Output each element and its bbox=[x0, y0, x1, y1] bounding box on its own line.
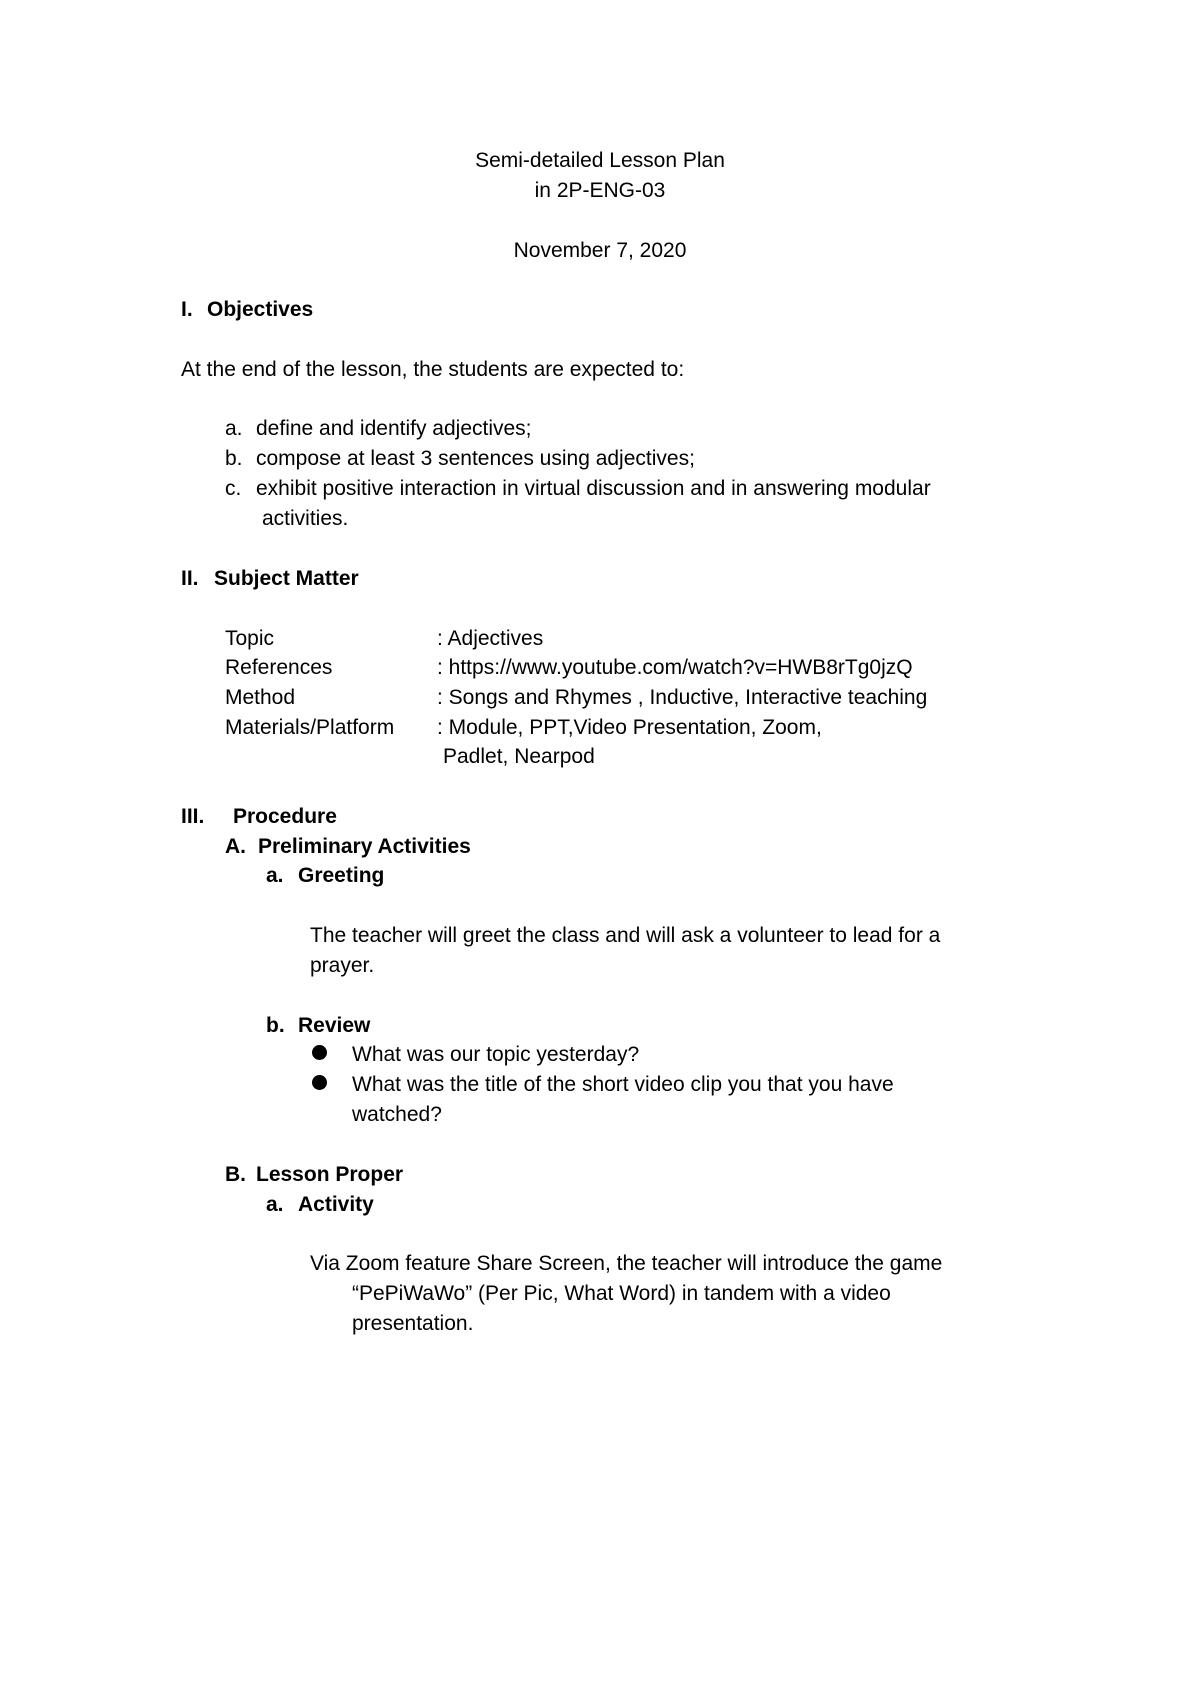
activity-text-continuation: “PePiWaWo” (Per Pic, What Word) in tandem with a video bbox=[352, 1282, 891, 1305]
subject-row-label: Method bbox=[225, 686, 296, 709]
objective-marker: c. bbox=[225, 477, 242, 500]
objective-marker: b. bbox=[225, 447, 243, 470]
procedure-heading: Procedure bbox=[233, 805, 337, 828]
review-heading: Review bbox=[298, 1014, 371, 1037]
subject-row-label: References bbox=[225, 656, 333, 679]
review-question: What was our topic yesterday? bbox=[352, 1043, 640, 1066]
subject-row-label: Topic bbox=[225, 627, 275, 650]
objective-item: exhibit positive interaction in virtual discussion and in answering modular bbox=[256, 477, 931, 500]
objectives-heading-number: I. bbox=[181, 298, 193, 321]
objective-item: compose at least 3 sentences using adjectives; bbox=[256, 447, 695, 470]
subject-row-value: : Module, PPT,Video Presentation, Zoom, bbox=[437, 716, 822, 739]
subject-row-value: : https://www.youtube.com/watch?v=HWB8rTg0jzQ bbox=[437, 656, 913, 679]
activity-marker: a. bbox=[266, 1193, 284, 1216]
lesson-proper-marker: B. bbox=[225, 1163, 246, 1186]
bullet-icon bbox=[312, 1045, 327, 1060]
bullet-icon bbox=[312, 1075, 327, 1090]
review-question: What was the title of the short video clip you that you have bbox=[352, 1073, 894, 1096]
subject-row-label: Materials/Platform bbox=[225, 716, 395, 739]
subject-matter-heading: Subject Matter bbox=[214, 567, 359, 590]
review-marker: b. bbox=[266, 1014, 285, 1037]
greeting-text-continuation: prayer. bbox=[310, 954, 375, 977]
document-title: Semi-detailed Lesson Plan bbox=[475, 149, 725, 172]
activity-text-continuation: presentation. bbox=[352, 1312, 474, 1335]
greeting-marker: a. bbox=[266, 864, 284, 887]
objective-item-continuation: activities. bbox=[262, 507, 349, 530]
greeting-heading: Greeting bbox=[298, 864, 385, 887]
activity-text: Via Zoom feature Share Screen, the teacher will introduce the game bbox=[310, 1252, 943, 1275]
procedure-heading-number: III. bbox=[181, 805, 205, 828]
lesson-date: November 7, 2020 bbox=[513, 239, 687, 262]
greeting-text: The teacher will greet the class and will ask a volunteer to lead for a bbox=[310, 924, 941, 947]
subject-row-value: : Adjectives bbox=[437, 627, 544, 650]
subject-row-continuation: Padlet, Nearpod bbox=[443, 745, 595, 768]
lesson-proper-heading: Lesson Proper bbox=[256, 1163, 404, 1186]
objectives-intro: At the end of the lesson, the students are expected to: bbox=[181, 358, 685, 381]
objective-item: define and identify adjectives; bbox=[256, 417, 532, 440]
activity-heading: Activity bbox=[298, 1193, 374, 1216]
course-code: in 2P-ENG-03 bbox=[534, 179, 666, 202]
preliminary-heading: Preliminary Activities bbox=[258, 835, 471, 858]
preliminary-marker: A. bbox=[225, 835, 246, 858]
objectives-heading: Objectives bbox=[207, 298, 314, 321]
objective-marker: a. bbox=[225, 417, 243, 440]
review-question-continuation: watched? bbox=[352, 1103, 442, 1126]
subject-row-value: : Songs and Rhymes , Inductive, Interactive teaching bbox=[437, 686, 928, 709]
subject-matter-heading-number: II. bbox=[181, 567, 199, 590]
